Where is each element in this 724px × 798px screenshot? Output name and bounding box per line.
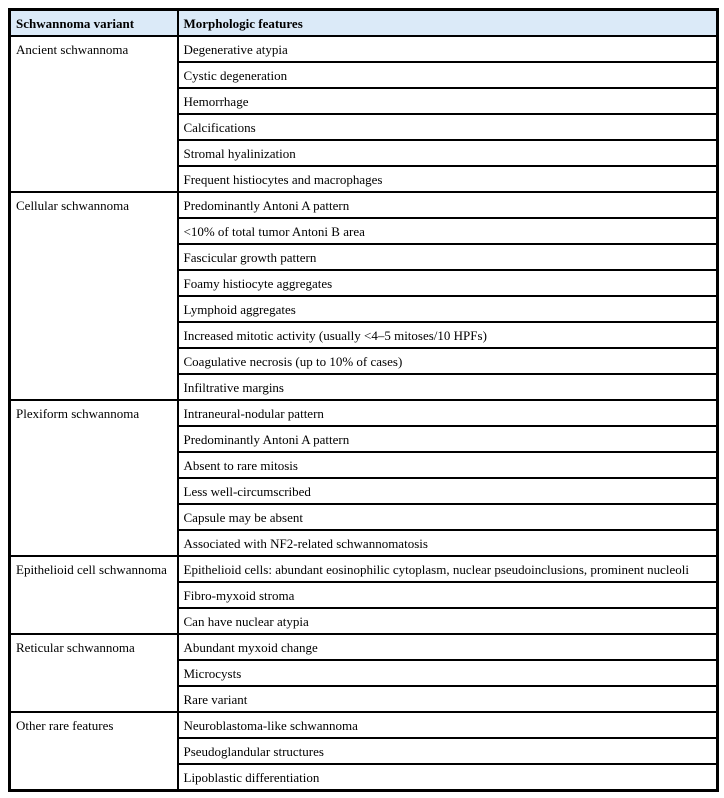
feature-cell: Stromal hyalinization [178,140,718,166]
feature-cell: Infiltrative margins [178,374,718,400]
column-header-features: Morphologic features [178,10,718,37]
feature-cell: Foamy histiocyte aggregates [178,270,718,296]
feature-cell: Fascicular growth pattern [178,244,718,270]
feature-cell: Coagulative necrosis (up to 10% of cases) [178,348,718,374]
variant-cell: Other rare features [10,712,178,791]
feature-cell: Fibro-myxoid stroma [178,582,718,608]
feature-cell: Microcysts [178,660,718,686]
table-row [10,36,718,62]
feature-cell: Rare variant [178,686,718,712]
feature-cell: Less well-circumscribed [178,478,718,504]
feature-cell: <10% of total tumor Antoni B area [178,218,718,244]
variant-cell: Reticular schwannoma [10,634,178,712]
feature-cell: Pseudoglandular structures [178,738,718,764]
feature-cell: Predominantly Antoni A pattern [178,426,718,452]
variant-cell: Plexiform schwannoma [10,400,178,556]
feature-cell: Epithelioid cells: abundant eosinophilic cytoplasm, nuclear pseudoinclusions, prominent nucleoli [178,556,718,582]
feature-cell: Cystic degeneration [178,62,718,88]
column-header-variant: Schwannoma variant [10,10,178,37]
feature-cell: Intraneural-nodular pattern [178,400,718,426]
feature-cell: Can have nuclear atypia [178,608,718,634]
feature-cell: Calcifications [178,114,718,140]
feature-cell: Frequent histiocytes and macrophages [178,166,718,192]
feature-cell: Capsule may be absent [178,504,718,530]
feature-cell: Neuroblastoma-like schwannoma [178,712,718,738]
variant-cell: Cellular schwannoma [10,192,178,400]
table-row [10,192,718,218]
schwannoma-variants-table [8,8,719,792]
feature-cell: Lymphoid aggregates [178,296,718,322]
feature-cell: Absent to rare mitosis [178,452,718,478]
variant-cell: Epithelioid cell schwannoma [10,556,178,634]
table-row [10,634,718,660]
feature-cell: Hemorrhage [178,88,718,114]
feature-cell: Degenerative atypia [178,36,718,62]
header-row [10,10,718,37]
feature-cell: Associated with NF2-related schwannomatosis [178,530,718,556]
variant-cell: Ancient schwannoma [10,36,178,192]
feature-cell: Lipoblastic differentiation [178,764,718,791]
table-row [10,556,718,582]
feature-cell: Abundant myxoid change [178,634,718,660]
table-row [10,400,718,426]
feature-cell: Increased mitotic activity (usually <4–5 mitoses/10 HPFs) [178,322,718,348]
table-body [10,36,718,791]
feature-cell: Predominantly Antoni A pattern [178,192,718,218]
table-row [10,712,718,738]
